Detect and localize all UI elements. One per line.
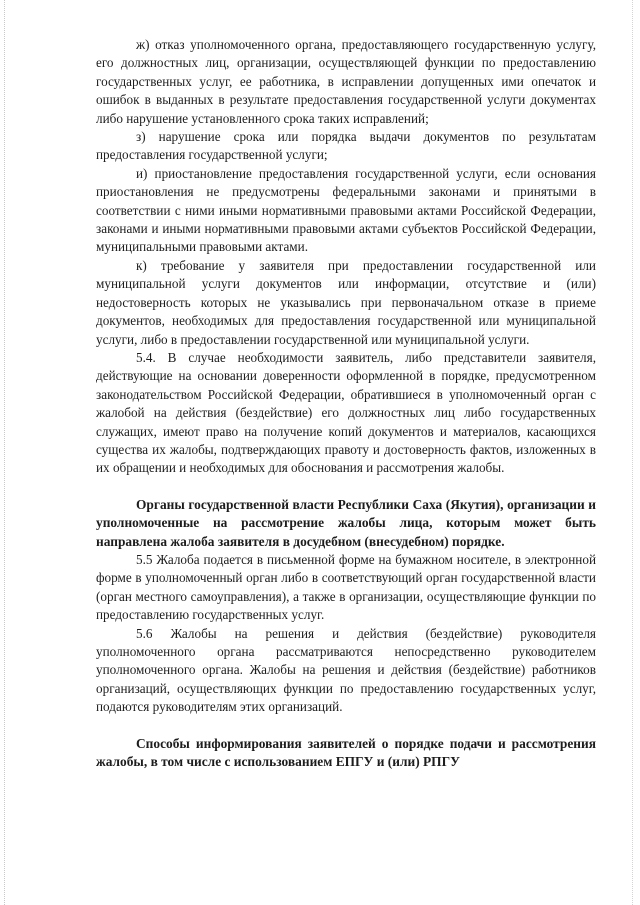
paragraph-5-5: 5.5 Жалоба подается в письменной форме на бумажном носителе, в электронной форме в уполномоченный орган либо в соответствующий орган государственной власти (орган местного самоуправления), а также в организации, осуществляющие функции по предоставлению государственных услуг. xyxy=(96,551,596,623)
scan-edge-left xyxy=(4,0,6,905)
paragraph-zh: ж) отказ уполномоченного органа, предоставляющего государственную услугу, его должностных лиц, организации, осуществляющей функции по предоставлению государственных услуг, ее работника, в исправлении допущенных ими опечаток и ошибок в выданных в результате предоставления государственной услуги документах либо нарушение установленного срока таких исправлений; xyxy=(96,37,596,126)
paragraph-5-6: 5.6 Жалобы на решения и действия (бездействие) руководителя уполномоченного органа рассматриваются непосредственно руководителем уполномоченного органа. Жалобы на решения и действия (бездействие) работников организаций, осуществляющих функции по предоставлению государственных услуг, подаются руководителям этих организаций. xyxy=(96,625,596,715)
section-heading-informing-methods: Способы информирования заявителей о порядке подачи и рассмотрения жалобы, в том числе с использованием ЕПГУ и (или) РПГУ xyxy=(96,735,596,770)
paragraph-5-4: 5.4. В случае необходимости заявитель, либо представители заявителя, действующие на основании доверенности оформленной в порядке, предусмотренном законодательством Российской Федерации, обратившиеся в уполномоченный орган с жалобой на действия (бездействие) его должностных лиц либо государственных служащих, имеют право на получение копий документов и материалов, касающихся существа их жалобы, подтверждающих правоту и достоверность фактов, изложенных в их обращении и необходимых для обоснования и рассмотрения жалобы. xyxy=(96,349,596,476)
scan-edge-right xyxy=(632,0,634,905)
section-heading-complaint-bodies: Органы государственной власти Республики Саха (Якутия), организации и уполномоченные на рассмотрение жалобы лица, которым может быть направлена жалоба заявителя в досудебном (внесудебном) порядке. xyxy=(96,496,596,549)
paragraph-k: к) требование у заявителя при предоставлении государственной или муниципальной услуги документов или информации, отсутствие и (или) недостоверность которых не указывались при первоначальном отказе в приеме документов, необходимых для предоставления государственной или муниципальной услуги, либо в предоставлении государственной или муниципальной услуги. xyxy=(96,257,596,347)
document-body xyxy=(96,36,596,771)
paragraph-i: и) приостановление предоставления государственной услуги, если основания приостановления не предусмотрены федеральными законами и принятыми в соответствии с ними иными нормативными правовыми актами Российской Федерации, законами и иными нормативными правовыми актами субъектов Российской Федерации, муниципальными правовыми актами. xyxy=(96,165,596,255)
paragraph-z: з) нарушение срока или порядка выдачи документов по результатам предоставления государственной услуги; xyxy=(96,129,596,163)
